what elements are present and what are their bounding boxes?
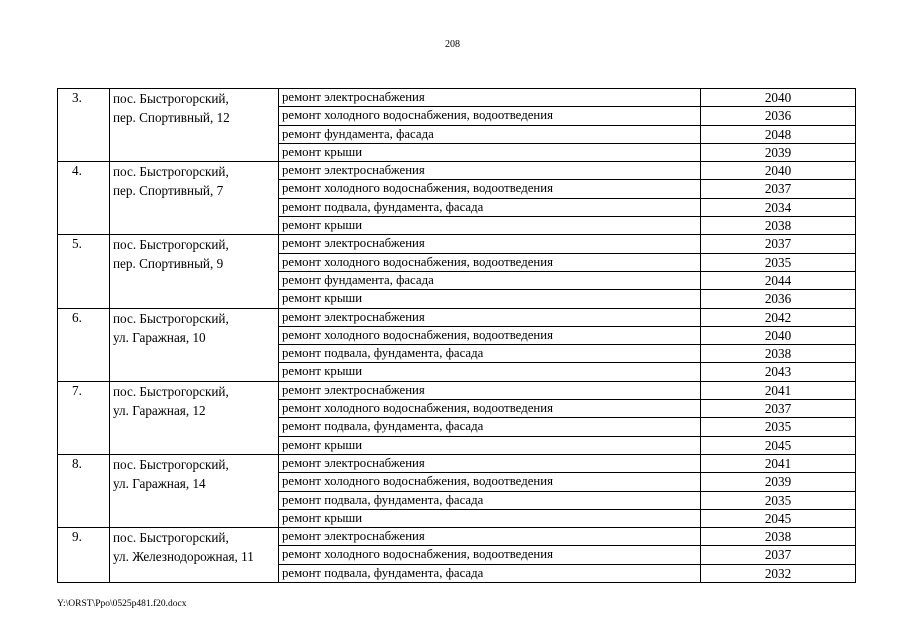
year-cell: 2034	[701, 198, 856, 216]
work-type-cell: ремонт крыши	[279, 509, 701, 527]
year-cell: 2044	[701, 271, 856, 289]
address-line: пос. Быстрогорский,	[113, 237, 229, 253]
address-line: ул. Железнодорожная, 11	[113, 549, 254, 565]
address-cell	[110, 235, 279, 308]
address-line: пос. Быстрогорский,	[113, 310, 229, 326]
year-cell: 2041	[701, 381, 856, 399]
address-line: пер. Спортивный, 12	[113, 110, 230, 125]
address-line: пер. Спортивный, 7	[113, 183, 224, 199]
table-row	[58, 308, 856, 326]
address-cell	[110, 89, 279, 162]
work-type-cell: ремонт фундамента, фасада	[279, 271, 701, 289]
address-line: ул. Гаражная, 12	[113, 402, 206, 418]
year-cell: 2045	[701, 436, 856, 454]
year-cell: 2036	[701, 290, 856, 308]
year-cell: 2045	[701, 509, 856, 527]
year-cell: 2039	[701, 473, 856, 491]
year-cell: 2038	[701, 217, 856, 235]
item-number-cell: 3.	[58, 89, 110, 162]
table-row	[58, 381, 856, 399]
year-cell: 2035	[701, 418, 856, 436]
year-cell: 2036	[701, 107, 856, 125]
work-type-cell: ремонт крыши	[279, 290, 701, 308]
year-cell: 2037	[701, 400, 856, 418]
year-cell: 2042	[701, 308, 856, 326]
year-cell: 2037	[701, 546, 856, 564]
address-line: ул. Гаражная, 10	[113, 329, 206, 345]
year-cell: 2040	[701, 89, 856, 107]
footer-file-path: Y:\ORST\Ppo\0525p481.f20.docx	[57, 599, 187, 609]
address-line: пос. Быстрогорский,	[113, 456, 229, 472]
address-line: пер. Спортивный, 9	[113, 256, 224, 272]
year-cell: 2043	[701, 363, 856, 381]
address-cell	[110, 381, 279, 454]
work-type-cell: ремонт подвала, фундамента, фасада	[279, 345, 701, 363]
address-cell	[110, 454, 279, 527]
year-cell: 2040	[701, 326, 856, 344]
work-type-cell: ремонт электроснабжения	[279, 308, 701, 326]
work-type-cell: ремонт подвала, фундамента, фасада	[279, 491, 701, 509]
table-row	[58, 162, 856, 180]
year-cell: 2035	[701, 491, 856, 509]
year-cell: 2041	[701, 454, 856, 472]
work-type-cell: ремонт холодного водоснабжения, водоотведения	[279, 180, 701, 198]
table-row	[58, 235, 856, 253]
work-type-cell: ремонт фундамента, фасада	[279, 125, 701, 143]
work-type-cell: ремонт подвала, фундамента, фасада	[279, 418, 701, 436]
work-type-cell: ремонт подвала, фундамента, фасада	[279, 564, 701, 582]
address-cell	[110, 162, 279, 235]
work-type-cell: ремонт электроснабжения	[279, 381, 701, 399]
year-cell: 2040	[701, 162, 856, 180]
address-line: пос. Быстрогорский,	[113, 164, 229, 180]
item-number-cell: 8.	[58, 454, 110, 527]
work-type-cell: ремонт электроснабжения	[279, 528, 701, 546]
year-cell: 2039	[701, 143, 856, 161]
table-row	[58, 454, 856, 472]
year-cell: 2038	[701, 345, 856, 363]
year-cell: 2038	[701, 528, 856, 546]
work-type-cell: ремонт холодного водоснабжения, водоотведения	[279, 473, 701, 491]
address-cell	[110, 308, 279, 381]
repair-schedule-table	[57, 88, 856, 583]
item-number-cell: 6.	[58, 308, 110, 381]
work-type-cell: ремонт электроснабжения	[279, 454, 701, 472]
item-number-cell: 4.	[58, 162, 110, 235]
work-type-cell: ремонт крыши	[279, 217, 701, 235]
year-cell: 2037	[701, 180, 856, 198]
work-type-cell: ремонт электроснабжения	[279, 89, 701, 107]
work-type-cell: ремонт подвала, фундамента, фасада	[279, 198, 701, 216]
work-type-cell: ремонт холодного водоснабжения, водоотведения	[279, 326, 701, 344]
year-cell: 2037	[701, 235, 856, 253]
table-row	[58, 89, 856, 107]
page-number: 208	[445, 39, 460, 50]
work-type-cell: ремонт крыши	[279, 363, 701, 381]
address-line: ул. Гаражная, 14	[113, 475, 206, 491]
item-number-cell: 9.	[58, 528, 110, 583]
year-cell: 2048	[701, 125, 856, 143]
address-line: пос. Быстрогорский,	[113, 91, 229, 106]
work-type-cell: ремонт электроснабжения	[279, 162, 701, 180]
year-cell: 2035	[701, 253, 856, 271]
work-type-cell: ремонт холодного водоснабжения, водоотведения	[279, 107, 701, 125]
work-type-cell: ремонт холодного водоснабжения, водоотведения	[279, 546, 701, 564]
work-type-cell: ремонт электроснабжения	[279, 235, 701, 253]
work-type-cell: ремонт холодного водоснабжения, водоотведения	[279, 253, 701, 271]
item-number-cell: 7.	[58, 381, 110, 454]
work-type-cell: ремонт крыши	[279, 143, 701, 161]
address-line: пос. Быстрогорский,	[113, 383, 229, 399]
address-cell	[110, 528, 279, 583]
work-type-cell: ремонт крыши	[279, 436, 701, 454]
address-line: пос. Быстрогорский,	[113, 530, 229, 546]
item-number-cell: 5.	[58, 235, 110, 308]
table-row	[58, 528, 856, 546]
year-cell: 2032	[701, 564, 856, 582]
work-type-cell: ремонт холодного водоснабжения, водоотведения	[279, 400, 701, 418]
